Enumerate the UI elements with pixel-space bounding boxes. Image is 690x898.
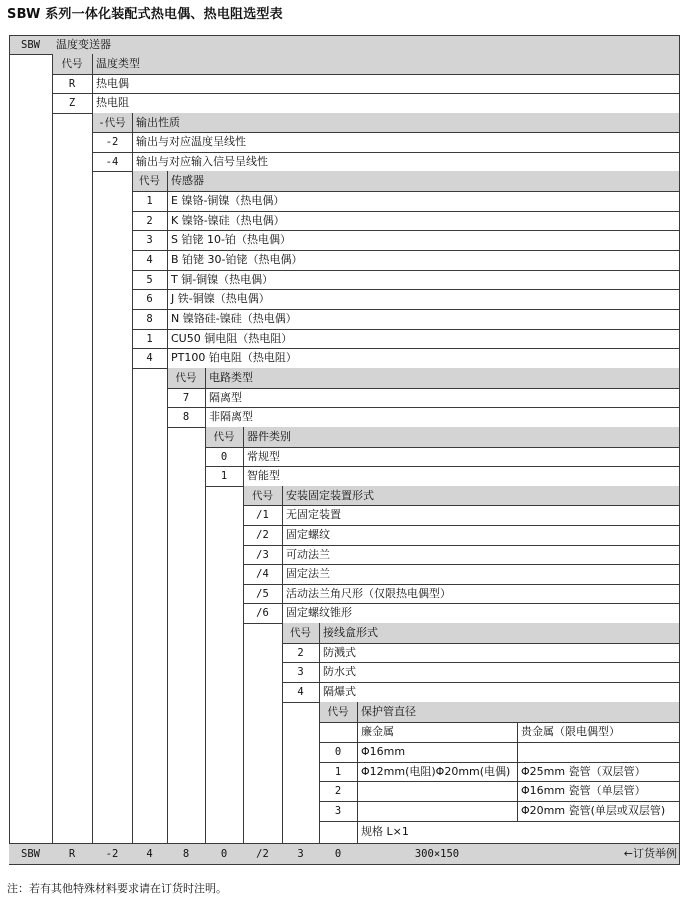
table-rule <box>132 309 680 310</box>
option-label: 隔爆式 <box>323 685 356 698</box>
table-rule <box>92 152 680 153</box>
column-rule <box>92 113 93 865</box>
option-code: 1 <box>146 195 153 207</box>
table-rule <box>132 113 133 172</box>
table-rule <box>282 662 680 663</box>
table-rule <box>132 348 680 349</box>
table-rule <box>243 427 244 487</box>
example-code: -2 <box>105 847 119 860</box>
table-rule <box>132 329 680 330</box>
table-rule <box>319 623 320 703</box>
option-label: 热电偶 <box>96 76 129 90</box>
option-code: 3 <box>334 805 342 817</box>
example-code: 0 <box>334 847 342 860</box>
option-label: 防水式 <box>323 665 356 678</box>
option-code: Z <box>68 97 76 109</box>
option-label: 固定螺纹 <box>286 528 330 541</box>
column-rule <box>167 368 168 865</box>
table-rule <box>132 250 680 251</box>
section-title: 接线盒形式 <box>323 626 378 639</box>
option-label: 固定法兰 <box>286 567 330 580</box>
column-rule <box>205 427 206 865</box>
table-rule <box>243 564 680 565</box>
option-label: PT100 铂电阻（热电阻） <box>171 351 297 364</box>
table-rule <box>517 722 518 822</box>
option-label: 隔离型 <box>209 390 242 404</box>
section-title: 输出性质 <box>136 115 180 129</box>
option-code: 3 <box>297 666 304 678</box>
example-spec: 300×150 <box>414 847 460 860</box>
table-rule <box>282 682 680 683</box>
option-label: J 铁-铜镍（热电偶） <box>171 292 270 305</box>
table-rule <box>205 368 206 428</box>
section-title: 温度类型 <box>96 57 140 70</box>
section-code-header: 代号 <box>213 431 235 443</box>
option-noble-metal: Φ16mm 瓷管（单层管） <box>521 784 646 797</box>
example-code: 8 <box>182 847 190 860</box>
option-code: -4 <box>105 155 119 168</box>
table-rule <box>132 270 680 271</box>
option-label: N 镍铬硅-镍硅（热电偶） <box>171 312 297 325</box>
option-label: E 镍铬-铜镍（热电偶） <box>171 194 285 207</box>
option-code: 4 <box>297 686 304 698</box>
table-rule <box>52 93 680 94</box>
option-label: 固定螺纹锥形 <box>286 606 352 619</box>
option-code: 0 <box>334 746 342 758</box>
option-code: /2 <box>256 529 269 541</box>
top-rule <box>9 35 680 36</box>
table-rule <box>243 525 680 526</box>
table-rule <box>132 289 680 290</box>
option-code: 2 <box>334 785 342 797</box>
table-rule <box>319 781 680 782</box>
option-noble-metal: Φ20mm 瓷管(单层或双层管) <box>521 804 666 817</box>
table-rule <box>132 191 680 192</box>
option-code: /6 <box>256 607 269 619</box>
option-code: 4 <box>146 352 153 364</box>
option-code: 0 <box>220 450 228 463</box>
column-rule <box>282 623 283 865</box>
right-border <box>679 35 680 865</box>
section-code-header: 代号 <box>252 489 273 502</box>
section-code-header: 代号 <box>139 175 160 187</box>
option-label: 智能型 <box>247 469 280 482</box>
section-code-header: 代号 <box>61 58 83 70</box>
option-label: 无固定装置 <box>286 508 341 521</box>
table-rule <box>319 742 680 743</box>
section-code-header: -代号 <box>98 116 126 129</box>
table-rule <box>357 702 358 844</box>
example-label: ←订货举例 <box>623 846 677 860</box>
example-code: R <box>68 847 76 860</box>
option-label: 热电阻 <box>96 96 129 109</box>
option-label: K 镍铬-镍硅（热电偶） <box>171 213 285 227</box>
series-code: SBW <box>21 38 40 51</box>
option-label: B 铂铑 30-铂铑（热电偶） <box>171 253 303 266</box>
option-label: 输出与对应温度呈线性 <box>136 135 246 148</box>
option-label: 输出与对应输入信号呈线性 <box>136 154 268 168</box>
option-code: /4 <box>256 568 269 580</box>
option-code: 7 <box>182 391 190 404</box>
section-title: 电路类型 <box>209 371 253 384</box>
section-title: 保护管直径 <box>361 705 416 718</box>
table-rule <box>243 584 680 585</box>
footnote: 注：若有其他特殊材料要求请在订货时注明。 <box>7 882 227 895</box>
example-code: 4 <box>146 847 153 860</box>
column-header-noble-metal: 贵金属（限电偶型） <box>521 725 620 738</box>
option-code: /1 <box>256 509 269 521</box>
table-rule <box>167 388 680 389</box>
option-base-metal: Φ16mm <box>361 745 406 758</box>
option-code: 5 <box>146 273 153 286</box>
option-label: 防溅式 <box>323 645 356 659</box>
table-rule <box>319 801 680 802</box>
table-rule <box>92 132 680 133</box>
table-rule <box>92 54 93 114</box>
table-rule <box>52 74 680 75</box>
bottom-rule <box>9 864 680 865</box>
example-code: /2 <box>256 847 269 860</box>
table-rule <box>132 230 680 231</box>
option-code: 2 <box>146 214 153 227</box>
table-rule <box>205 447 680 448</box>
option-code: 1 <box>146 332 153 345</box>
option-label: T 铜-铜镍（热电偶） <box>171 272 274 286</box>
section-code-header: 代号 <box>327 706 349 718</box>
series-name: 温度变送器 <box>56 37 111 51</box>
section-title: 器件类别 <box>247 430 291 443</box>
section-code-header: 代号 <box>290 627 311 639</box>
option-code: /3 <box>256 548 269 561</box>
table-rule <box>243 505 680 506</box>
table-rule <box>243 603 680 604</box>
table-rule <box>205 466 680 467</box>
table-rule <box>319 722 680 723</box>
table-rule <box>132 211 680 212</box>
example-top-rule <box>9 843 680 844</box>
table-rule <box>167 407 680 408</box>
option-code: 1 <box>220 470 228 482</box>
section-code-header: 代号 <box>175 372 197 384</box>
left-border <box>9 35 10 865</box>
column-rule <box>243 486 244 865</box>
option-code: 2 <box>297 646 304 659</box>
option-code: 1 <box>334 765 342 778</box>
spec-label: 规格 L×1 <box>361 825 409 838</box>
column-header-base-metal: 廉金属 <box>361 725 394 738</box>
example-code: SBW <box>21 847 40 860</box>
option-label: 非隔离型 <box>209 410 253 423</box>
option-code: /5 <box>256 587 269 600</box>
option-code: 4 <box>146 254 153 266</box>
option-code: R <box>68 77 76 90</box>
section-title: 安装固定装置形式 <box>286 488 374 502</box>
option-code: 6 <box>146 293 153 305</box>
example-code: 0 <box>220 847 228 860</box>
table-rule <box>243 545 680 546</box>
table-rule <box>319 762 680 763</box>
document-title: SBW 系列一体化装配式热电偶、热电阻选型表 <box>7 7 283 22</box>
column-rule <box>319 702 320 865</box>
option-label: 可动法兰 <box>286 547 330 561</box>
table-rule <box>319 821 680 822</box>
option-label: 常规型 <box>247 449 280 463</box>
option-label: S 铂铑 10-铂（热电偶） <box>171 233 291 246</box>
option-label: CU50 铜电阻（热电阻） <box>171 331 293 345</box>
option-base-metal: Φ12mm(电阻)Φ20mm(电偶) <box>361 764 511 778</box>
column-rule <box>52 54 53 865</box>
option-code: -2 <box>105 136 119 148</box>
option-code: 8 <box>182 411 190 423</box>
example-code: 3 <box>297 847 304 860</box>
option-code: 3 <box>146 234 153 246</box>
table-rule <box>282 643 680 644</box>
option-code: 8 <box>146 313 153 325</box>
column-rule <box>132 171 133 865</box>
option-label: 活动法兰角尺形（仅限热电偶型） <box>286 586 451 600</box>
option-noble-metal: Φ25mm 瓷管（双层管） <box>521 764 646 778</box>
section-title: 传感器 <box>171 174 204 187</box>
